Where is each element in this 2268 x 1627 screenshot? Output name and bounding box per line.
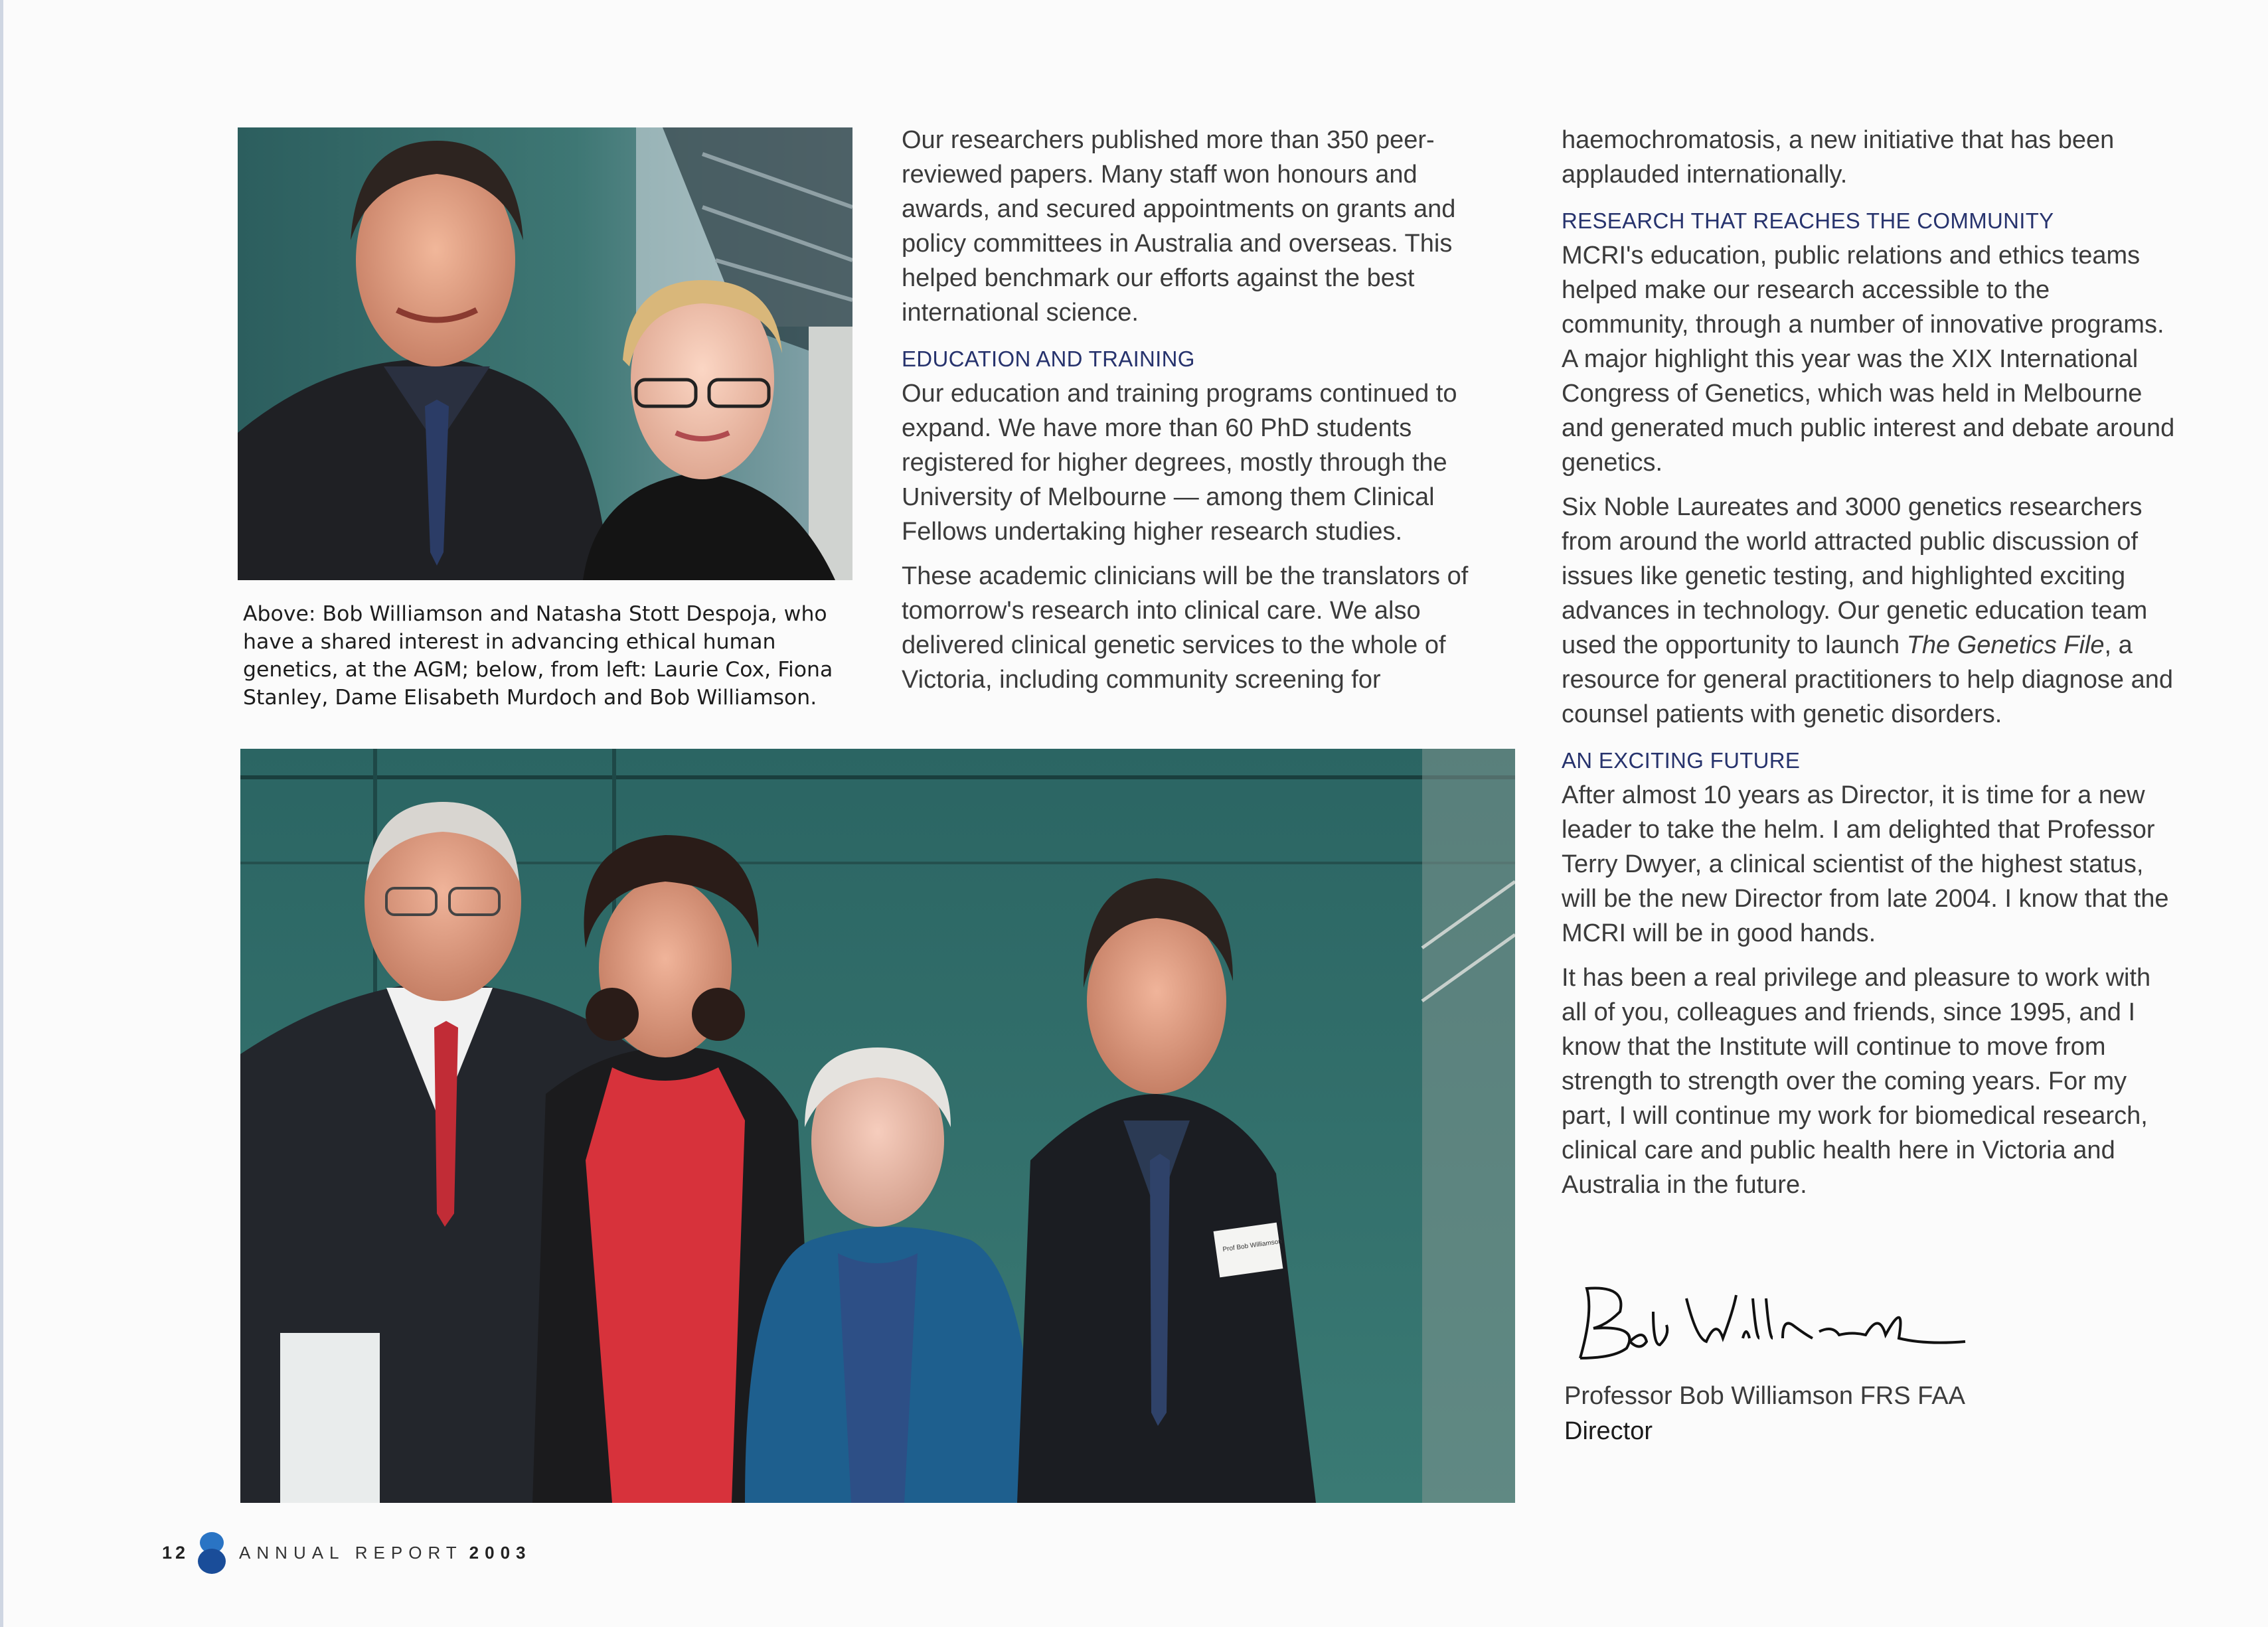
photo-caption: Above: Bob Williamson and Natasha Stott Despoja, who have a shared interest in advancing ethical human genetics, at the AGM; below, from left: Laurie Cox, Fiona Stanley, Dame Elisabeth Murdoch and Bob Williamson.: [243, 602, 833, 710]
page-number: 12: [162, 1542, 189, 1563]
community-paragraph-2: [1562, 490, 2179, 732]
future-heading: AN EXCITING FUTURE: [1562, 748, 1801, 773]
education-paragraph-2: These academic clinicians will be the translators of tomorrow's research into clinical care. We also delivered clinical genetic services to the whole of Victoria, including community screening for: [902, 562, 1469, 694]
community-paragraph-1: MCRI's education, public relations and ethics teams helped make our research accessible to the community, through a number of innovative programs. A major highlight this year was the XIX International Congress of Genetics, which was held in Melbourne and generated much public interest and debate around genetics.: [1562, 242, 2175, 477]
future-paragraph-2: It has been a real privilege and pleasure to work with all of you, colleagues and friends, since 1995, and I know that the Institute will continue to move from strength to strength over the coming years. For my part, I will continue my work for biomedical research, clinical care and public health here in Victoria and Australia in the future.: [1562, 964, 2151, 1199]
top-photo: [238, 127, 852, 580]
continuation-paragraph: haemochromatosis, a new initiative that has been applauded internationally.: [1562, 126, 2115, 189]
name-badge-text: Prof Bob Williamson: [1222, 1237, 1283, 1254]
handwritten-signature: [1554, 1272, 1979, 1371]
genetics-file-title: The Genetics File: [1906, 631, 2105, 659]
community-heading: RESEARCH THAT REACHES THE COMMUNITY: [1562, 208, 2054, 233]
education-heading: EDUCATION AND TRAINING: [902, 347, 1195, 371]
institute-logo-icon: [197, 1531, 227, 1575]
community-text-start: Six Noble Laureates and 3000 genetics researchers from around the world attracted public discussion of issues like genetic testing, and highlighted exciting advances in technology. Our genetic education team used the opportunity to launch: [1562, 493, 2148, 659]
signatory-name: Professor Bob Williamson FRS FAA: [1564, 1382, 1965, 1410]
right-column: [1562, 123, 2179, 1212]
middle-column: [902, 123, 1512, 707]
page-edge: [0, 0, 3, 1627]
bottom-photo: [240, 749, 1515, 1503]
community-text-end: , a resource for general practitioners to help diagnose and counsel patients with genetic disorders.: [1562, 631, 2174, 728]
education-paragraph-1: Our education and training programs continued to expand. We have more than 60 PhD students registered for higher degrees, mostly through the University of Melbourne — among them Clinical Fellows undertaking higher research studies.: [902, 380, 1457, 546]
signatory-title: Director: [1564, 1417, 1653, 1445]
intro-paragraph: Our researchers published more than 350 peer-reviewed papers. Many staff won honours and awards, and secured appointments on grants and policy committees in Australia and overseas. This helped benchmark our efforts against the best international science.: [902, 126, 1456, 327]
report-label: ANNUAL REPORT: [239, 1542, 463, 1563]
page-footer: [162, 1536, 532, 1569]
report-year: 2003: [469, 1542, 532, 1563]
future-paragraph-1: After almost 10 years as Director, it is time for a new leader to take the helm. I am delighted that Professor Terry Dwyer, a clinical scientist of the highest status, will be the new Director from late 2004. I know that the MCRI will be in good hands.: [1562, 781, 2169, 947]
